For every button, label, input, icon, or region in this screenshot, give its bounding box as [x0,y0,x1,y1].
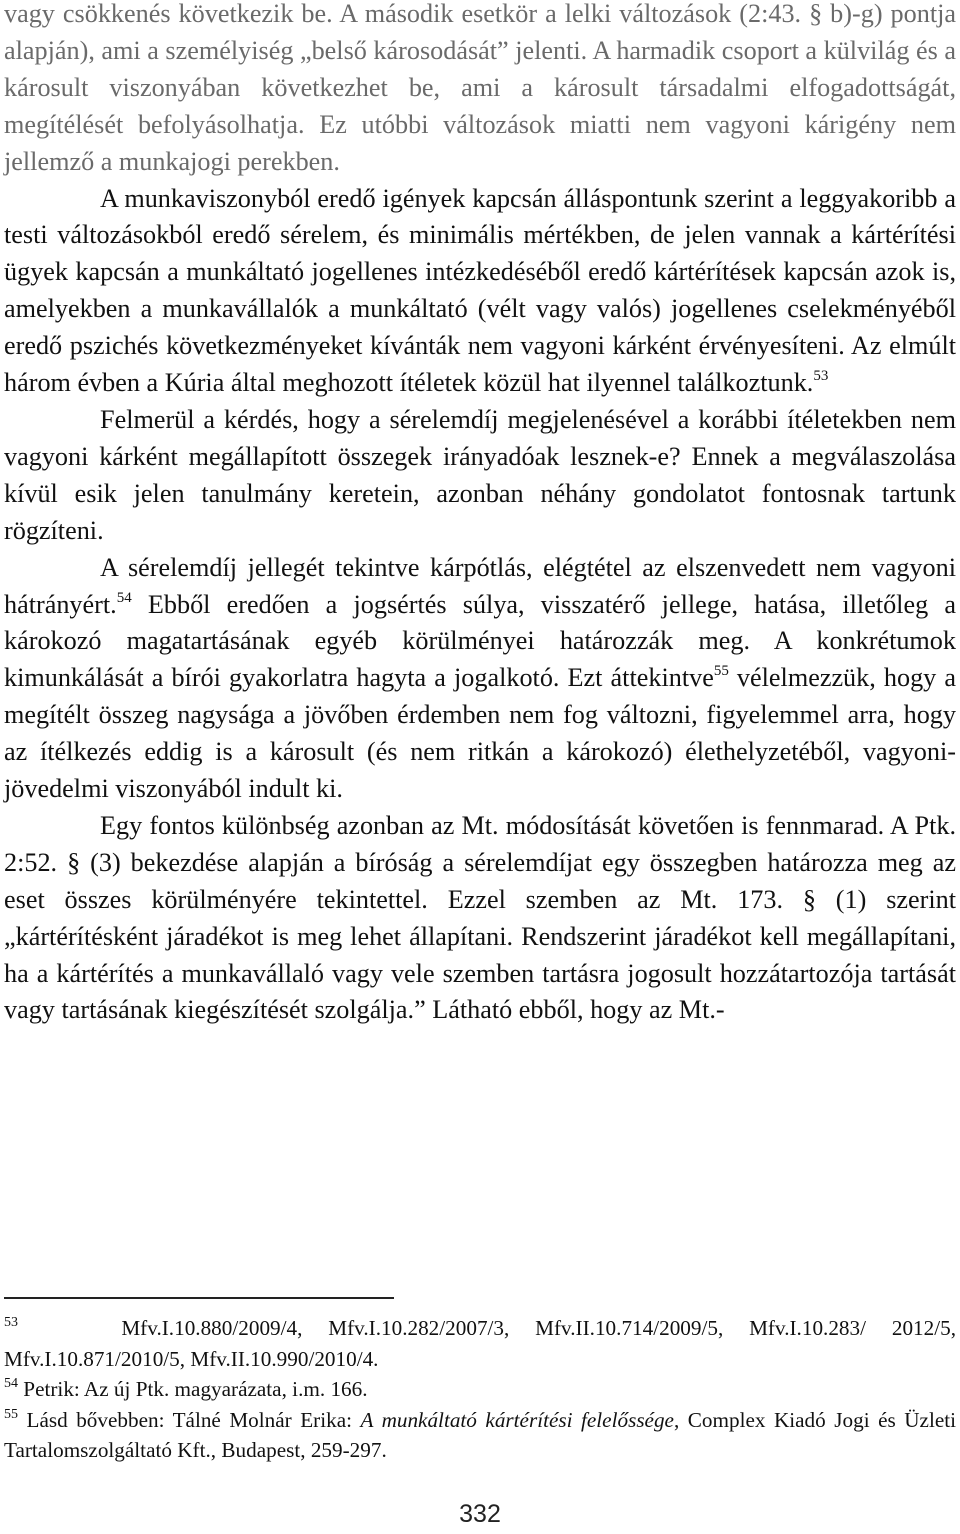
paragraph-text: A munkaviszonyból eredő igények kapcsán álláspontunk szerint a leggyakoribb a testi változásokból eredő sérelem, és minimális mértékben, de jelen vannak a kártérítési ügyek kapcsán a munkáltató jogellenes intézkedéséből eredő kártérítések kapcsán azok is, amelyekben a munkavállalók a munkáltató (vélt vagy valós) jogellenes cselekményéből eredő pszichés következményeket kívánták nem vagyoni kárként érvényesíteni. Az elmúlt három évben a Kúria által meghozott ítéletek közül hat ilyennel találkoztunk. [4,183,956,398]
footnote-ref-55[interactable]: 55 [713,663,729,680]
footnote-55 [4,1405,956,1466]
paragraph [4,181,956,402]
footnote-ref-53[interactable]: 53 [813,368,829,385]
paragraph-text: A sérelemdíj jellegét tekintve kárpótlás, elégtétel az elszenvedett nem vagyoni hátrányért. [4,552,956,619]
paragraph-text: vagy csökkenés következik be. A második esetkör a lelki változások (2:43. § b)-g) pontja alapján), ami a személyiség „belső károsodását” jelenti. A harmadik csoport a külvilág és a károsult viszonyában következhet be, ami a károsult társadalmi elfogadottságát, megítélését befolyásolhatja. Ez utóbbi változások miatti nem vagyoni kárigény nem jellemző a munkajogi perekben. [4,0,956,176]
footnote-number: 53 [4,1315,18,1330]
footnote-text: Mfv.I.10.880/2009/4, Mfv.I.10.282/2007/3, Mfv.II.10.714/2009/5, Mfv.I.10.283/ 2012/5, Mfv.I.10.871/2010/5, Mfv.II.10.990/2010/4. [4,1316,956,1371]
paragraph [4,808,956,1029]
paragraph-text: Ebből eredően a jogsértés súlya, visszatérő jellege, hatása, illetőleg a károkozó magatartásának egyéb körülményei határozzák meg. A konkrétumok kimunkálását a bírói gyakorlatra hagyta a jogalkotó. Ezt áttekintve [4,589,956,693]
paragraph-text: Egy fontos különbség azonban az Mt. módosítását követően is fennmarad. A Ptk. 2:52. § (3) bekezdése alapján a bíróság a sérelemdíjat egy összegben határozza meg az eset összes körülményére tekintettel. Ezzel szemben az Mt. 173. § (1) szerint „kártérítésként járadékot is meg lehet állapítani. Rendszerint járadékot kell megállapítani, ha a kártérítés a munkavállaló vagy vele szemben tartásra jogosult hozzátartozója tartását vagy tartásának kiegészítését szolgálja.” Látható ebből, hogy az Mt.- [4,810,956,1025]
footnote-53 [4,1313,956,1374]
paragraph [4,550,956,808]
footnotes [4,1313,956,1466]
footnote-text: Petrik: Az új Ptk. magyarázata, i.m. 166. [23,1377,368,1401]
footnote-54 [4,1374,956,1405]
body-text [4,0,956,1029]
footnote-number: 54 [4,1376,18,1391]
footnote-text: , Complex Kiadó Jogi és Üzleti Tartalomszolgáltató Kft., Budapest, 259-297. [4,1407,957,1462]
footnote-text: Lásd bővebben: Tálné Molnár Erika: [26,1407,361,1432]
page-number: 332 [459,1500,501,1528]
paragraph-continued [4,0,956,181]
paragraph-text: Felmerül a kérdés, hogy a sérelemdíj megjelenésével a korábbi ítéletekben nem vagyoni kárként megállapított összegek irányadóak lesznek-e? Ennek a megválaszolása kívül esik jelen tanulmány keretein, azonban néhány gondolatot fontosnak tartunk rögzíteni. [4,404,956,545]
paragraph-text: vélelmezzük, hogy a megítélt összeg nagysága a jövőben érdemben nem fog változni, figyelemmel arra, hogy az ítélkezés eddig is a károsult (és nem ritkán a károkozó) élethelyzetéből, vagyoni-jövedelmi viszonyából indult ki. [4,663,956,804]
paragraph [4,402,956,550]
footnote-number: 55 [4,1406,18,1422]
footnote-divider [4,1297,394,1299]
footnote-book-title: A munkáltató kártérítési felelőssége [360,1407,674,1432]
footnote-ref-54[interactable]: 54 [116,589,132,606]
